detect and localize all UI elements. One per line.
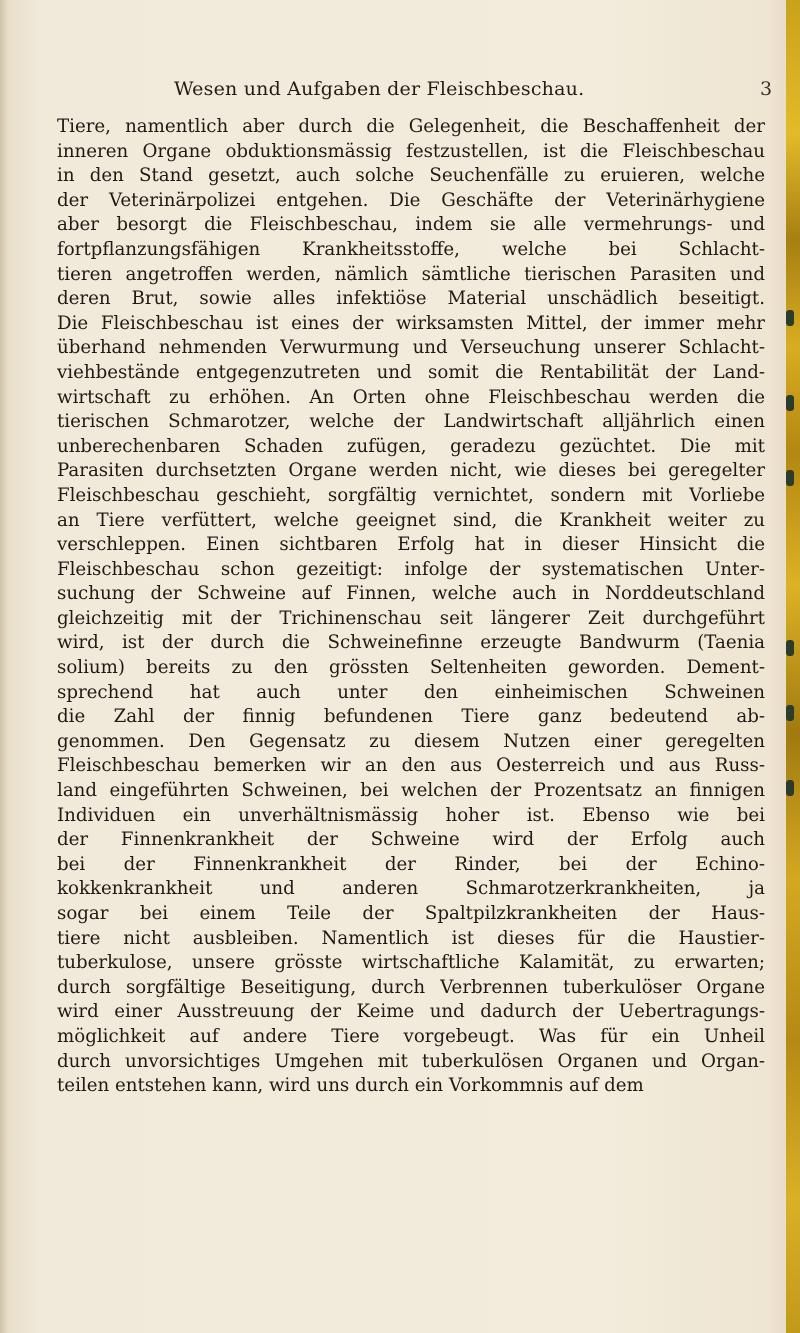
text-line: durch unvorsichtiges Umgehen mit tuberkulösen Organen und Organ- (57, 1050, 765, 1072)
text-line: der Veterinärpolizei entgehen. Die Geschäfte der Veterinärhygiene (57, 189, 765, 211)
text-line: in den Stand gesetzt, auch solche Seuchenfälle zu eruieren, welche (57, 165, 765, 187)
text-line: teilen entstehen kann, wird uns durch ein Vorkommnis auf dem (57, 1075, 644, 1097)
text-line: überhand nehmenden Verwurmung und Verseuchung unserer Schlacht- (57, 337, 765, 359)
text-line: durch sorgfältige Beseitigung, durch Verbrennen tuberkulöser Organe (57, 976, 765, 998)
text-line: der Finnenkrankheit der Schweine wird der Erfolg auch (57, 829, 765, 851)
text-line: tierischen Schmarotzer, welche der Landwirtschaft alljährlich einen (57, 411, 765, 433)
spine-ornament (786, 780, 794, 796)
text-line: die Zahl der finnig befundenen Tiere ganz bedeutend ab- (57, 706, 765, 728)
text-line: solium) bereits zu den grössten Seltenheiten geworden. Dement- (57, 657, 765, 679)
page-number: 3 (760, 78, 773, 100)
text-line: gleichzeitig mit der Trichinenschau seit längerer Zeit durchgeführt (57, 607, 765, 629)
text-line: Fleischbeschau geschieht, sorgfältig vernichtet, sondern mit Vorliebe (57, 484, 765, 506)
text-line: Fleischbeschau schon gezeitigt: infolge der systematischen Unter- (57, 558, 765, 580)
text-line: Die Fleischbeschau ist eines der wirksamsten Mittel, der immer mehr (57, 312, 765, 334)
running-head (0, 78, 800, 102)
text-line: kokkenkrankheit und anderen Schmarotzerkrankheiten, ja (57, 878, 765, 900)
text-line: Parasiten durchsetzten Organe werden nicht, wie dieses bei geregelter (57, 460, 765, 482)
body-text (57, 115, 765, 1099)
text-line: viehbestände entgegenzutreten und somit die Rentabilität der Land- (57, 361, 765, 383)
text-line: wird, ist der durch die Schweinefinne erzeugte Bandwurm (Taenia (57, 632, 765, 654)
text-line: bei der Finnenkrankheit der Rinder, bei der Echino- (57, 853, 765, 875)
text-line: an Tiere verfüttert, welche geeignet sind, die Krankheit weiter zu (57, 509, 765, 531)
text-line: fortpflanzungsfähigen Krankheitsstoffe, welche bei Schlacht- (57, 238, 765, 260)
text-line: Fleischbeschau bemerken wir an den aus Oesterreich und aus Russ- (57, 755, 765, 777)
text-line: wirtschaft zu erhöhen. An Orten ohne Fleischbeschau werden die (57, 386, 765, 408)
text-line: tiere nicht ausbleiben. Namentlich ist dieses für die Haustier- (57, 927, 765, 949)
spine-ornament (786, 395, 794, 411)
text-line: unberechenbaren Schaden zufügen, geradezu gezüchtet. Die mit (57, 435, 765, 457)
text-line: wird einer Ausstreuung der Keime und dadurch der Uebertragungs- (57, 1001, 765, 1023)
text-line: sogar bei einem Teile der Spaltpilzkrankheiten der Haus- (57, 903, 765, 924)
text-line: tieren angetroffen werden, nämlich sämtliche tierischen Parasiten und (57, 263, 765, 285)
spine-ornament (786, 705, 794, 721)
text-line: deren Brut, sowie alles infektiöse Material unschädlich beseitigt. (57, 288, 765, 310)
spine-ornament (786, 640, 794, 656)
text-line: tuberkulose, unsere grösste wirtschaftliche Kalamität, zu erwarten; (57, 952, 765, 974)
page-gutter-shadow (0, 0, 8, 1333)
text-line: inneren Organe obduktionsmässig festzustellen, ist die Fleischbeschau (57, 140, 765, 162)
spine-ornament (786, 310, 794, 326)
text-line: aber besorgt die Fleischbeschau, indem sie alle vermehrungs- und (57, 214, 765, 236)
book-spine-edge (786, 0, 800, 1333)
text-line: verschleppen. Einen sichtbaren Erfolg hat in dieser Hinsicht die (57, 534, 765, 556)
text-line: land eingeführten Schweinen, bei welchen der Prozentsatz an finnigen (57, 780, 765, 802)
running-title: Wesen und Aufgaben der Fleischbeschau. (174, 78, 585, 100)
text-line: möglichkeit auf andere Tiere vorgebeugt. Was für ein Unheil (57, 1025, 765, 1047)
text-line: Tiere, namentlich aber durch die Gelegenheit, die Beschaffenheit der (57, 116, 765, 137)
text-line: genommen. Den Gegensatz zu diesem Nutzen einer geregelten (57, 730, 765, 752)
text-line: sprechend hat auch unter den einheimischen Schweinen (57, 681, 765, 703)
spine-ornament (786, 470, 794, 486)
text-line: Individuen ein unverhältnismässig hoher ist. Ebenso wie bei (57, 804, 765, 826)
text-line: suchung der Schweine auf Finnen, welche auch in Norddeutschland (57, 583, 765, 605)
